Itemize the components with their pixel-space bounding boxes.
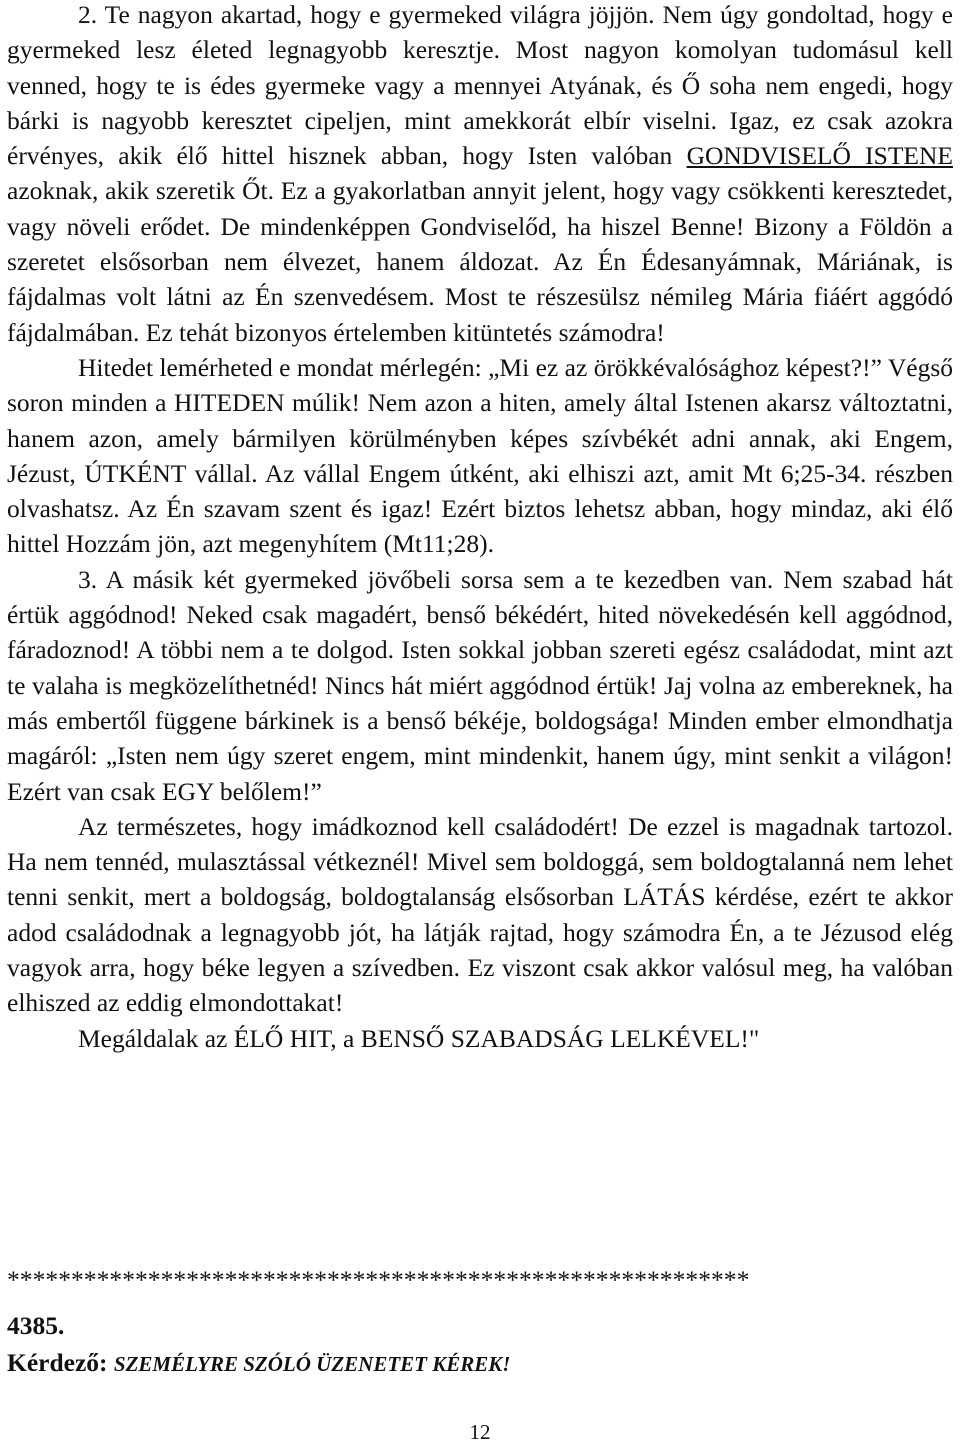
paragraph bbox=[7, 809, 953, 1021]
asker-question: SZEMÉLYRE SZÓLÓ ÜZENETET KÉREK! bbox=[113, 1352, 511, 1376]
paragraph bbox=[7, 562, 953, 809]
underlined-phrase: GONDVISELŐ ISTENE bbox=[686, 141, 953, 171]
asker-line bbox=[7, 1345, 510, 1382]
separator-line: ********************************************************** bbox=[7, 1265, 750, 1294]
message-number: 4385. bbox=[7, 1311, 65, 1340]
text-segment: 2. Te nagyon akartad, hogy e gyermeked világra jöjjön. Nem úgy gondoltad, hogy e gyermeked lesz életed legnagyobb keresztje. Most nagyon komolyan tudomásul kell venned, hogy te is édes gyermeke vagy a mennyei Atyának, és Ő soha nem engedi, hogy bárki is nagyobb keresztet cipeljen, mint amekkorát elbír viselni. Igaz, ez csak azokra érvényes, akik élő hittel hisznek abban, hogy Isten valóban bbox=[7, 0, 953, 171]
text-segment: azoknak, akik szeretik Őt. Ez a gyakorlatban annyit jelent, hogy vagy csökkenti keresztedet, vagy növeli erődet. De mindenképpen Gondviselőd, ha hiszel Benne! Bizony a Földön a szeretet elsősorban nem élvezet, hanem áldozat. Az Én Édesanyámnak, Máriának, is fájdalmas volt látni az Én szenvedésem. Most te részesülsz némileg Mária fiáért aggódó fájdalmában. Ez tehát bizonyos értelemben kitüntetés számodra! bbox=[7, 176, 953, 347]
paragraph bbox=[7, 0, 953, 350]
body-text bbox=[7, 0, 953, 1056]
paragraph bbox=[7, 350, 953, 562]
text-segment: Az természetes, hogy imádkoznod kell családodért! De ezzel is magadnak tartozol. Ha nem tennéd, mulasztással vétkeznél! Mivel sem boldoggá, sem boldogtalanná nem lehet tenni senkit, mert a boldogság, boldogtalanság elsősorban LÁTÁS kérdése, ezért te akkor adod családodnak a legnagyobb jót, ha látják rajtad, hogy számodra Én, a te Jézusod elég vagyok arra, hogy béke legyen a szívedben. Ez viszont csak akkor valósul meg, ha valóban elhiszed az eddig elmondottakat! bbox=[7, 811, 953, 1018]
paragraph bbox=[7, 1021, 953, 1056]
text-segment: 3. A másik két gyermeked jövőbeli sorsa sem a te kezedben van. Nem szabad hát értük aggódnod! Neked csak magadért, benső békédért, hited növekedésén kell aggódnod, fáradoznod! A többi nem a te dolgod. Isten sokkal jobban szereti egész családodat, mint azt te valaha is megközelíthetnéd! Nincs hát miért aggódnod értük! Jaj volna az embereknek, ha más embertől függene bárkinek is a benső békéje, boldogsága! Minden ember elmondhatja magáról: „Isten nem úgy szeret engem, mint mindenkit, hanem úgy, mint senkit a világon! Ezért van csak EGY belőlem!” bbox=[7, 564, 953, 806]
text-segment: Hitedet lemérheted e mondat mérlegén: „Mi ez az örökkévalósághoz képest?!” Végső soron minden a HITEDEN múlik! Nem azon a hiten, amely által Istenen akarsz változtatni, hanem azon, amely bármilyen körülményben képes szívbékét adni annak, aki Engem, Jézust, ÚTKÉNT vállal. Az vállal Engem útként, aki elhiszi azt, amit Mt 6;25-34. részben olvashatsz. Az Én szavam szent és igaz! Ezért biztos lehetsz abban, hogy mindaz, aki élő hittel Hozzám jön, azt megenyhítem (Mt11;28). bbox=[7, 352, 953, 559]
text-segment: Megáldalak az ÉLŐ HIT, a BENSŐ SZABADSÁG LELKÉVEL!" bbox=[78, 1023, 760, 1053]
page-number: 12 bbox=[469, 1420, 491, 1444]
asker-label: Kérdező: bbox=[7, 1348, 108, 1377]
